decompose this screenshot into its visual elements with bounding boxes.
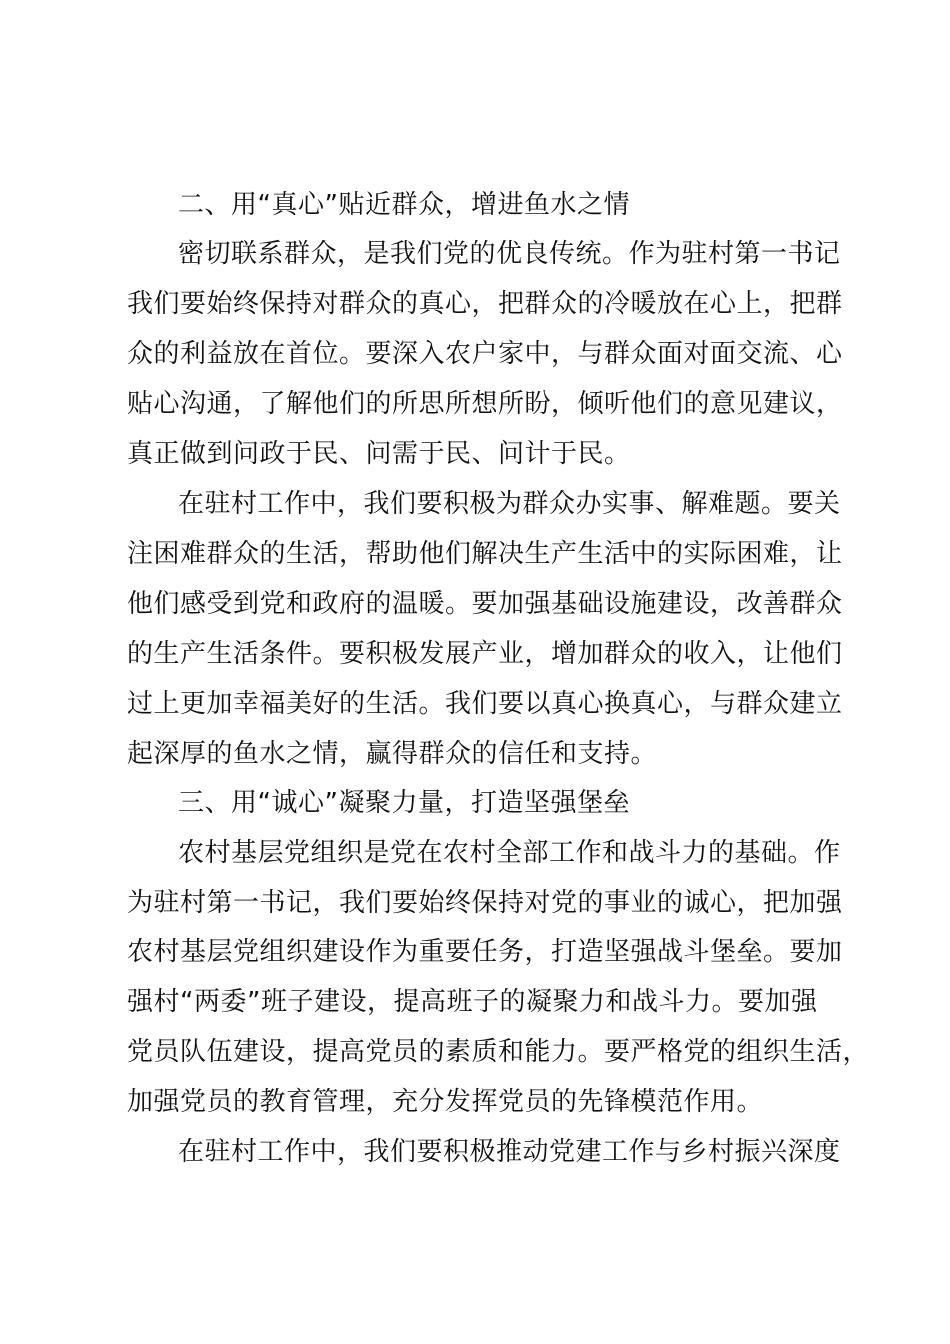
section-heading-3: 三、用“诚心”凝聚力量，打造坚强堡垒 (178, 788, 630, 818)
paragraph-line: 我们要始终保持对群众的真心，把群众的冷暖放在心上，把群 (127, 289, 843, 319)
paragraph-line: 在驻村工作中，我们要积极推动党建工作与乡村振兴深度 (178, 1137, 841, 1167)
paragraph-line: 的生产生活条件。要积极发展产业，增加群众的收入，让他们 (127, 639, 843, 669)
paragraph-line: 他们感受到党和政府的温暖。要加强基础设施建设，改善群众 (127, 589, 843, 619)
paragraph-line: 农村基层党组织是党在农村全部工作和战斗力的基础。作 (178, 838, 841, 868)
paragraph-line: 贴心沟通，了解他们的所思所想所盼，倾听他们的意见建议， (127, 389, 843, 419)
paragraph-line: 密切联系群众，是我们党的优良传统。作为驻村第一书记 (178, 239, 841, 269)
paragraph-line: 众的利益放在首位。要深入农户家中，与群众面对面交流、心 (127, 339, 843, 369)
paragraph-line: 加强党员的教育管理，充分发挥党员的先锋模范作用。 (127, 1087, 764, 1117)
paragraph-line: 为驻村第一书记，我们要始终保持对党的事业的诚心，把加强 (127, 888, 843, 918)
paragraph-line: 党员队伍建设，提高党员的素质和能力。要严格党的组织生活， (127, 1037, 870, 1067)
paragraph-line: 起深厚的鱼水之情，赢得群众的信任和支持。 (127, 739, 658, 769)
paragraph-line: 在驻村工作中，我们要积极为群众办实事、解难题。要关 (178, 489, 841, 519)
paragraph-line: 强村“两委”班子建设，提高班子的凝聚力和战斗力。要加强 (127, 987, 818, 1017)
paragraph-line: 过上更加幸福美好的生活。我们要以真心换真心，与群众建立 (127, 689, 843, 719)
paragraph-line: 农村基层党组织建设作为重要任务，打造坚强战斗堡垒。要加 (127, 937, 843, 967)
paragraph-line: 真正做到问政于民、问需于民、问计于民。 (127, 439, 631, 469)
paragraph-line: 注困难群众的生活，帮助他们解决生产生活中的实际困难，让 (127, 539, 843, 569)
section-heading-2: 二、用“真心”贴近群众，增进鱼水之情 (178, 190, 630, 220)
